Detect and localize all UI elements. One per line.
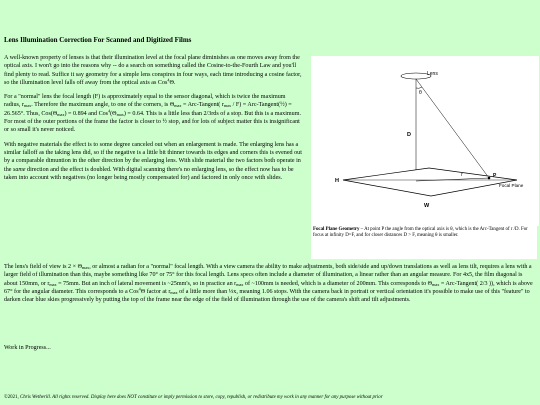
h-label: H — [335, 178, 339, 184]
ray-line — [416, 79, 489, 178]
focal-plane-shape — [343, 168, 517, 196]
p-label: P — [493, 173, 497, 179]
lens-label: Lens — [427, 71, 438, 77]
page-title: Lens Illumination Correction For Scanned and Digitized Films — [4, 36, 192, 44]
focal-plane-label: Focal Plane — [499, 183, 524, 188]
w-label: W — [424, 203, 430, 209]
work-in-progress-note: Work in Progress... — [4, 345, 51, 351]
copyright-footer: ©2021, Chris Wetherill. All rights reserved. Display here does NOT constitute or imply permission to store, copy, republish, or redistribute my work in any manner for any purpose without prior — [4, 395, 383, 400]
paragraph-normal-lens: For a "normal" lens the focal length (F) is approximately equal to the sensor diagonal, which is twice the maximum radius, $r_{max}$. Therefore the maximum angle, to one of the corners, is $\Theta_{max}$ = Arc-Tangent( $r_{max} / F$) = Arc-Tangent(½) = 26.565°. Thus, $Cos(\Theta_{max}) = 0.894$ and $Cos^4(\Theta_{max}) = 0.64$. This is a little less than 2/3rds of a stop. But this is a maximum. For most of the outer portions of the frame the factor is closer to ½ stop, and for lots of subject matter this is insignificant or so small it's never noticed. — [4, 94, 301, 134]
paragraph-field-of-view: The lens's field of view is $2 \times \Theta_{max}$, or almost a radian for a "normal" focal length. With a view camera the ability to make adjustments, both side/side and up/down translations as well as lens tilt, requires a lens with a larger field of illumination than this, maybe something like 70° or 75° for this focal length. Lens specs often include a diameter of illumination, a linear rather than an angular measure. For 4x5, the film diagonal is about 150mm, or $r_{max} = 75mm$. But an inch of lateral movement is ~25mm's, so in practice an $r_{max}$ of ~100mm is needed, which is a diameter of 200mm. This corresponds to $\Theta_{max}$ = Arc-Tangent( 2/3 )), which is above 67° for the angular diameter. This corresponds to a Cos$^4$Θ factor at $r_{max}$ of a little more than ⅓x, meaning 1.06 stops. With the camera back in portrait or vertical orientation it's possible to make use of this "feature" to darken clear blue skies progressively by putting the top of the frame near the edge of the field of illumination through the use of the camera's shift and tilt adjustments. — [4, 264, 533, 304]
point-p — [488, 177, 491, 180]
focal-plane-geometry-figure — [311, 56, 539, 226]
figure-caption: Focal Plane Geometry – At point P the angle from the optical axis is θ, which is the Arc-Tangent of r /D. For focus at infinity D=F, and for closer distances D > F, meaning θ is smaller. — [311, 226, 537, 259]
paragraph-cos4-intro: A well-known property of lenses is that their illumination level at the focal plane diminishes as one moves away from the optical axis. I won't go into the reasons why -- do a search on something called the Cosine-to-the-Fourth Law and you'll find plenty to read. Suffice it say geometry for a simple lens conspires in four ways, each time introducing a cosine factor, so the illumination level falls off away from the optical axis as Cos$^4$Θ. — [4, 55, 302, 86]
theta-arc — [416, 87, 422, 88]
left-column — [4, 54, 302, 188]
r-label: r — [461, 172, 463, 178]
geometry-diagram — [311, 56, 539, 226]
theta-label: θ — [419, 90, 422, 96]
paragraph-negative-materials: With negative materials the effect is to some degree canceled out when an enlargement is made. The enlarging lens has a similar falloff as the taking lens did, so if the negative is a little bit thinner towards its edges and corners this is evened out by a comparable dimuntion in the other direction by the enlarging lens. With slide material the two factors both operate in the same direction and the effect is doubled. With digital scanning there's no enlarging lens, so the effect now has to be taken into account with negatives (no longer being mostly compensated for) and factored in only once with slides. — [4, 141, 302, 181]
d-label: D — [407, 132, 411, 138]
